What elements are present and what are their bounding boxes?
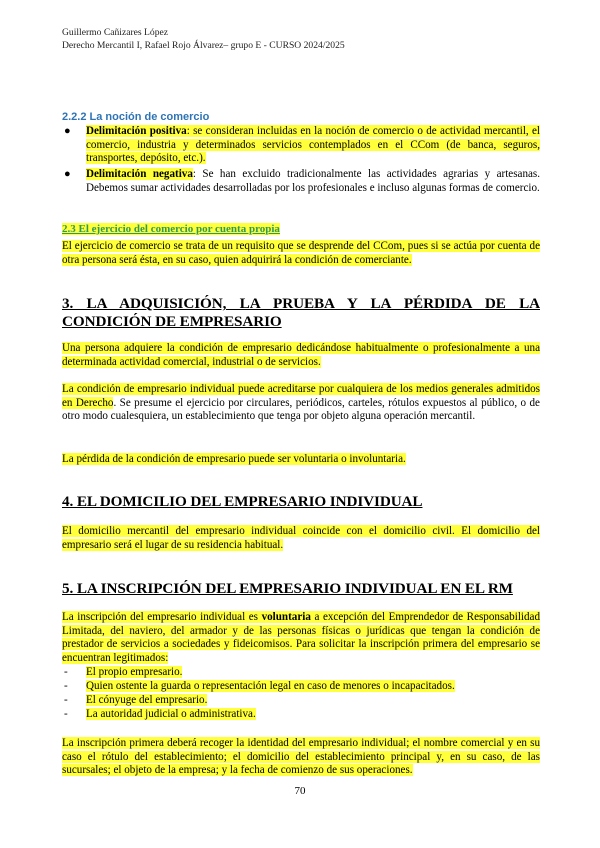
paragraph-4-1: El domicilio mercantil del empresario individual coincide con el domicilio civil. El domicilio del empresario será el lugar de su residencia habitual. [62,525,540,551]
paragraph-3-2: La condición de empresario individual puede acreditarse por cualquiera de los medios generales admitidos en Derecho. Se presume el ejercicio por circulares, periódicos, carteles, rótulos expuestos al público, o de otro modo cualesquiera, un establecimiento que tenga por objeto alguna operación mercantil. [62,383,540,423]
page-header [62,26,345,52]
bullet-icon: ● [64,168,71,180]
bullet-text: Delimitación positiva: se consideran incluidas en la noción de comercio o de actividad mercantil, el comercio, industria y determinados servicios contemplados en el CCom (de banca, seguros, transportes, depósito, etc.). [86,125,540,165]
subsection-title-2-2-2: 2.2.2 La noción de comercio [62,111,210,123]
section-title-5: 5. LA INSCRIPCIÓN DEL EMPRESARIO INDIVIDUAL EN EL RM [62,580,513,597]
header-course: Derecho Mercantil I, Rafael Rojo Álvarez– grupo E - CURSO 2024/2025 [62,40,345,51]
paragraph-3-1: Una persona adquiere la condición de empresario dedicándose habitualmente o profesionalmente a una determinada actividad comercial, industrial o de servicios. [62,342,540,368]
subsection-title-2-3: 2.3 El ejercicio del comercio por cuenta propia [62,223,280,235]
section-title-4: 4. EL DOMICILIO DEL EMPRESARIO INDIVIDUAL [62,493,423,510]
paragraph-5-1: La inscripción del empresario individual es voluntaria a excepción del Emprendedor de Responsabilidad Limitada, del naviero, del armador y de las personas físicas o jurídicas que tengan la condición de prestador de servicios a sociedades y fideicomisos. Para solicitar la inscripción primera del empresario se encuentran legitimados: [62,611,540,664]
header-author: Guillermo Cañizares López [62,27,169,38]
bullet-delimitacion-negativa [62,168,540,195]
list-item: - El propio empresario. [64,666,183,678]
page-number: 70 [294,785,306,797]
list-item: - El cónyuge del empresario. [64,694,208,706]
paragraph-3-3: La pérdida de la condición de empresario puede ser voluntaria o involuntaria. [62,453,406,465]
paragraph-2-3: El ejercicio de comercio se trata de un requisito que se desprende del CCom, pues si se actúa por cuenta de otra persona será ésta, en su caso, quien adquirirá la condición de comerciante. [62,240,540,266]
bullet-delimitacion-positiva [62,125,540,166]
section-title-3: 3. LA ADQUISICIÓN, LA PRUEBA Y LA PÉRDIDA DE LA CONDICIÓN DE EMPRESARIO [62,295,540,330]
list-item: - Quien ostente la guarda o representación legal en caso de menores o incapacitados. [64,680,455,692]
list-item: - La autoridad judicial o administrativa. [64,708,256,720]
paragraph-5-2: La inscripción primera deberá recoger la identidad del empresario individual; el nombre comercial y en su caso el rótulo del establecimiento; el domicilio del establecimiento principal y, en su caso, de las sucursales; el objeto de la empresa; y la fecha de comienzo de sus operaciones. [62,737,540,777]
bullet-text: Delimitación negativa: Se han excluido tradicionalmente las actividades agrarias y artesanas. Debemos sumar actividades desarrolladas por los profesionales e incluso algunas formas de comercio. [86,168,541,194]
bullet-icon: ● [64,125,71,137]
